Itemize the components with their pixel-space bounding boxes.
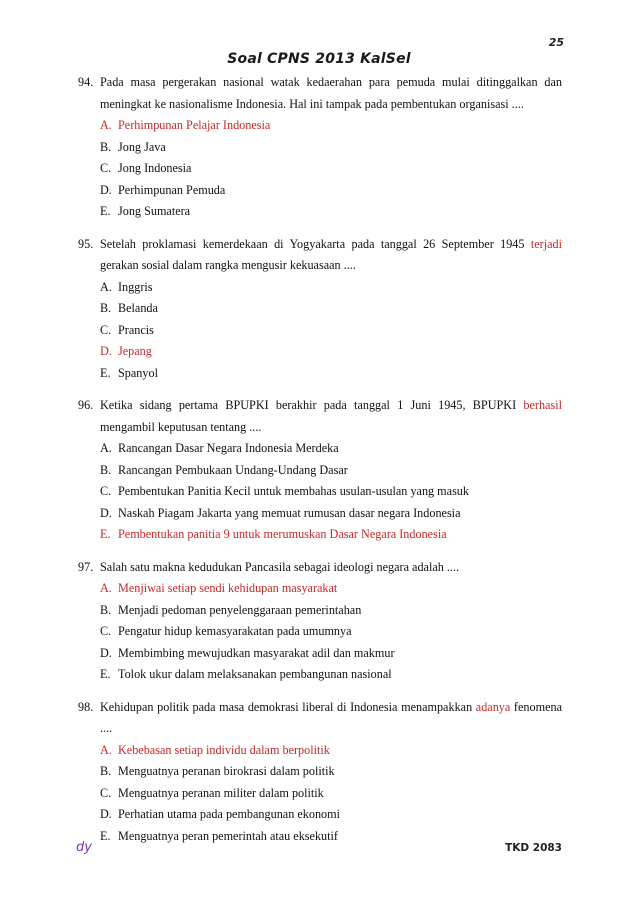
answer-option — [100, 621, 562, 643]
option-text: Kebebasan setiap individu dalam berpolitik — [118, 742, 330, 757]
option-text: Menguatnya peranan birokrasi dalam politik — [118, 764, 335, 778]
option-letter: A. — [100, 441, 112, 455]
option-letter: C. — [100, 484, 112, 498]
option-letter: C. — [100, 161, 112, 175]
question-number: 97. — [78, 559, 94, 574]
option-letter: C. — [100, 624, 112, 638]
question-text-main: Pada masa pergerakan nasional watak kedaerahan para pemuda mulai ditinggalkan dan meningkat ke nasionalisme Indonesia. Hal ini tampak pada pembentukan organisasi .... — [100, 75, 562, 111]
option-letter: A. — [100, 279, 112, 294]
question-text — [100, 72, 562, 115]
question-text-main: Salah satu makna kedudukan Pancasila sebagai ideologi negara adalah .... — [100, 559, 460, 574]
answer-option — [100, 600, 562, 622]
answer-options — [78, 578, 562, 686]
question-text — [100, 234, 562, 277]
answer-options — [78, 740, 562, 848]
option-text: Jong Sumatera — [118, 204, 191, 218]
option-text: Belanda — [118, 301, 158, 315]
option-text: Jong Java — [118, 139, 166, 154]
option-letter: D. — [100, 807, 112, 821]
option-text: Spanyol — [118, 365, 158, 380]
answer-option — [100, 180, 562, 202]
question-text-highlight: adanya — [475, 699, 511, 714]
question-text-main: Kehidupan politik pada masa demokrasi liberal di Indonesia menampakkan — [100, 699, 476, 714]
footer-author-mark: dy — [76, 840, 92, 855]
question-stem — [78, 557, 562, 579]
answer-options — [78, 115, 562, 223]
option-letter: A. — [100, 118, 112, 132]
answer-option-correct — [100, 341, 562, 363]
option-letter: C. — [100, 785, 112, 800]
option-text: Jong Indonesia — [118, 161, 192, 175]
page-number: 25 — [548, 36, 564, 49]
question-text — [100, 557, 562, 579]
question-text-highlight: berhasil — [523, 398, 562, 412]
option-letter: A. — [100, 581, 112, 595]
question-list — [78, 72, 562, 858]
question-text — [100, 697, 562, 740]
answer-option — [100, 783, 562, 805]
answer-option — [100, 481, 562, 503]
option-text: Perhimpunan Pelajar Indonesia — [118, 118, 271, 132]
option-text: Naskah Piagam Jakarta yang memuat rumusan dasar negara Indonesia — [118, 505, 461, 520]
answer-option — [100, 438, 562, 460]
option-letter: D. — [100, 645, 112, 660]
option-text: Menjiwai setiap sendi kehidupan masyarakat — [118, 581, 338, 595]
answer-option — [100, 277, 562, 299]
option-text: Rancangan Dasar Negara Indonesia Merdeka — [118, 441, 339, 455]
option-letter: E. — [100, 527, 111, 541]
question-item — [78, 697, 562, 848]
option-letter: B. — [100, 301, 112, 315]
answer-option — [100, 201, 562, 223]
answer-option — [100, 320, 562, 342]
option-text: Prancis — [118, 322, 154, 337]
question-text — [100, 395, 562, 438]
option-text: Tolok ukur dalam melaksanakan pembangunan nasional — [118, 667, 392, 681]
question-text-tail: mengambil keputusan tentang .... — [100, 419, 262, 434]
option-letter: E. — [100, 365, 111, 380]
option-text: Jepang — [118, 344, 152, 358]
option-text: Membimbing mewujudkan masyarakat adil dan makmur — [118, 645, 395, 660]
answer-option-correct — [100, 578, 562, 600]
option-letter: B. — [100, 764, 112, 778]
option-letter: E. — [100, 828, 111, 843]
option-letter: B. — [100, 139, 112, 154]
answer-option — [100, 643, 562, 665]
question-number: 95. — [78, 236, 94, 251]
answer-option — [100, 664, 562, 686]
question-number: 94. — [78, 75, 94, 89]
footer-code: TKD 2083 — [505, 842, 562, 854]
answer-option — [100, 761, 562, 783]
question-stem — [78, 697, 562, 740]
option-letter: D. — [100, 344, 112, 358]
option-letter: E. — [100, 667, 111, 681]
question-text-main: Setelah proklamasi kemerdekaan di Yogyakarta pada tanggal 26 September 1945 — [100, 236, 531, 251]
answer-option — [100, 503, 562, 525]
question-number: 98. — [78, 699, 94, 714]
option-text: Pengatur hidup kemasyarakatan pada umumnya — [118, 624, 352, 638]
answer-option — [100, 804, 562, 826]
option-letter: C. — [100, 322, 112, 337]
option-text: Pembentukan panitia 9 untuk merumuskan Dasar Negara Indonesia — [118, 527, 447, 541]
question-item — [78, 395, 562, 546]
answer-option — [100, 137, 562, 159]
option-text: Pembentukan Panitia Kecil untuk membahas usulan-usulan yang masuk — [118, 484, 469, 498]
question-stem — [78, 395, 562, 438]
option-text: Menguatnya peranan militer dalam politik — [118, 785, 324, 800]
option-text: Menguatnya peran pemerintah atau eksekutif — [118, 828, 338, 843]
question-text-main: Ketika sidang pertama BPUPKI berakhir pada tanggal 1 Juni 1945, BPUPKI — [100, 398, 524, 412]
option-text: Menjadi pedoman penyelenggaraan pemerintahan — [118, 602, 362, 617]
question-stem — [78, 234, 562, 277]
option-letter: E. — [100, 204, 111, 218]
option-letter: B. — [100, 462, 112, 477]
document-title: Soal CPNS 2013 KalSel — [227, 51, 411, 67]
question-item — [78, 557, 562, 686]
question-text-tail: gerakan sosial dalam rangka mengusir kekuasaan .... — [100, 258, 356, 272]
option-text: Rancangan Pembukaan Undang-Undang Dasar — [118, 462, 348, 477]
answer-option — [100, 158, 562, 180]
question-item — [78, 234, 562, 385]
answer-options — [78, 277, 562, 385]
question-number: 96. — [78, 398, 94, 412]
answer-option — [100, 460, 562, 482]
option-letter: A. — [100, 742, 112, 757]
answer-option-correct — [100, 524, 562, 546]
answer-option — [100, 363, 562, 385]
question-item — [78, 72, 562, 223]
question-stem — [78, 72, 562, 115]
option-text: Perhimpunan Pemuda — [118, 182, 226, 197]
answer-option — [100, 826, 562, 848]
question-text-tail: fenomena .... — [100, 699, 562, 735]
answer-option-correct — [100, 740, 562, 762]
answer-option-correct — [100, 115, 562, 137]
answer-options — [78, 438, 562, 546]
option-text: Perhatian utama pada pembangunan ekonomi — [118, 807, 341, 821]
answer-option — [100, 298, 562, 320]
question-text-highlight: terjadi — [530, 236, 562, 251]
option-letter: D. — [100, 182, 112, 197]
option-text: Inggris — [118, 279, 153, 294]
option-letter: D. — [100, 505, 112, 520]
option-letter: B. — [100, 602, 112, 617]
